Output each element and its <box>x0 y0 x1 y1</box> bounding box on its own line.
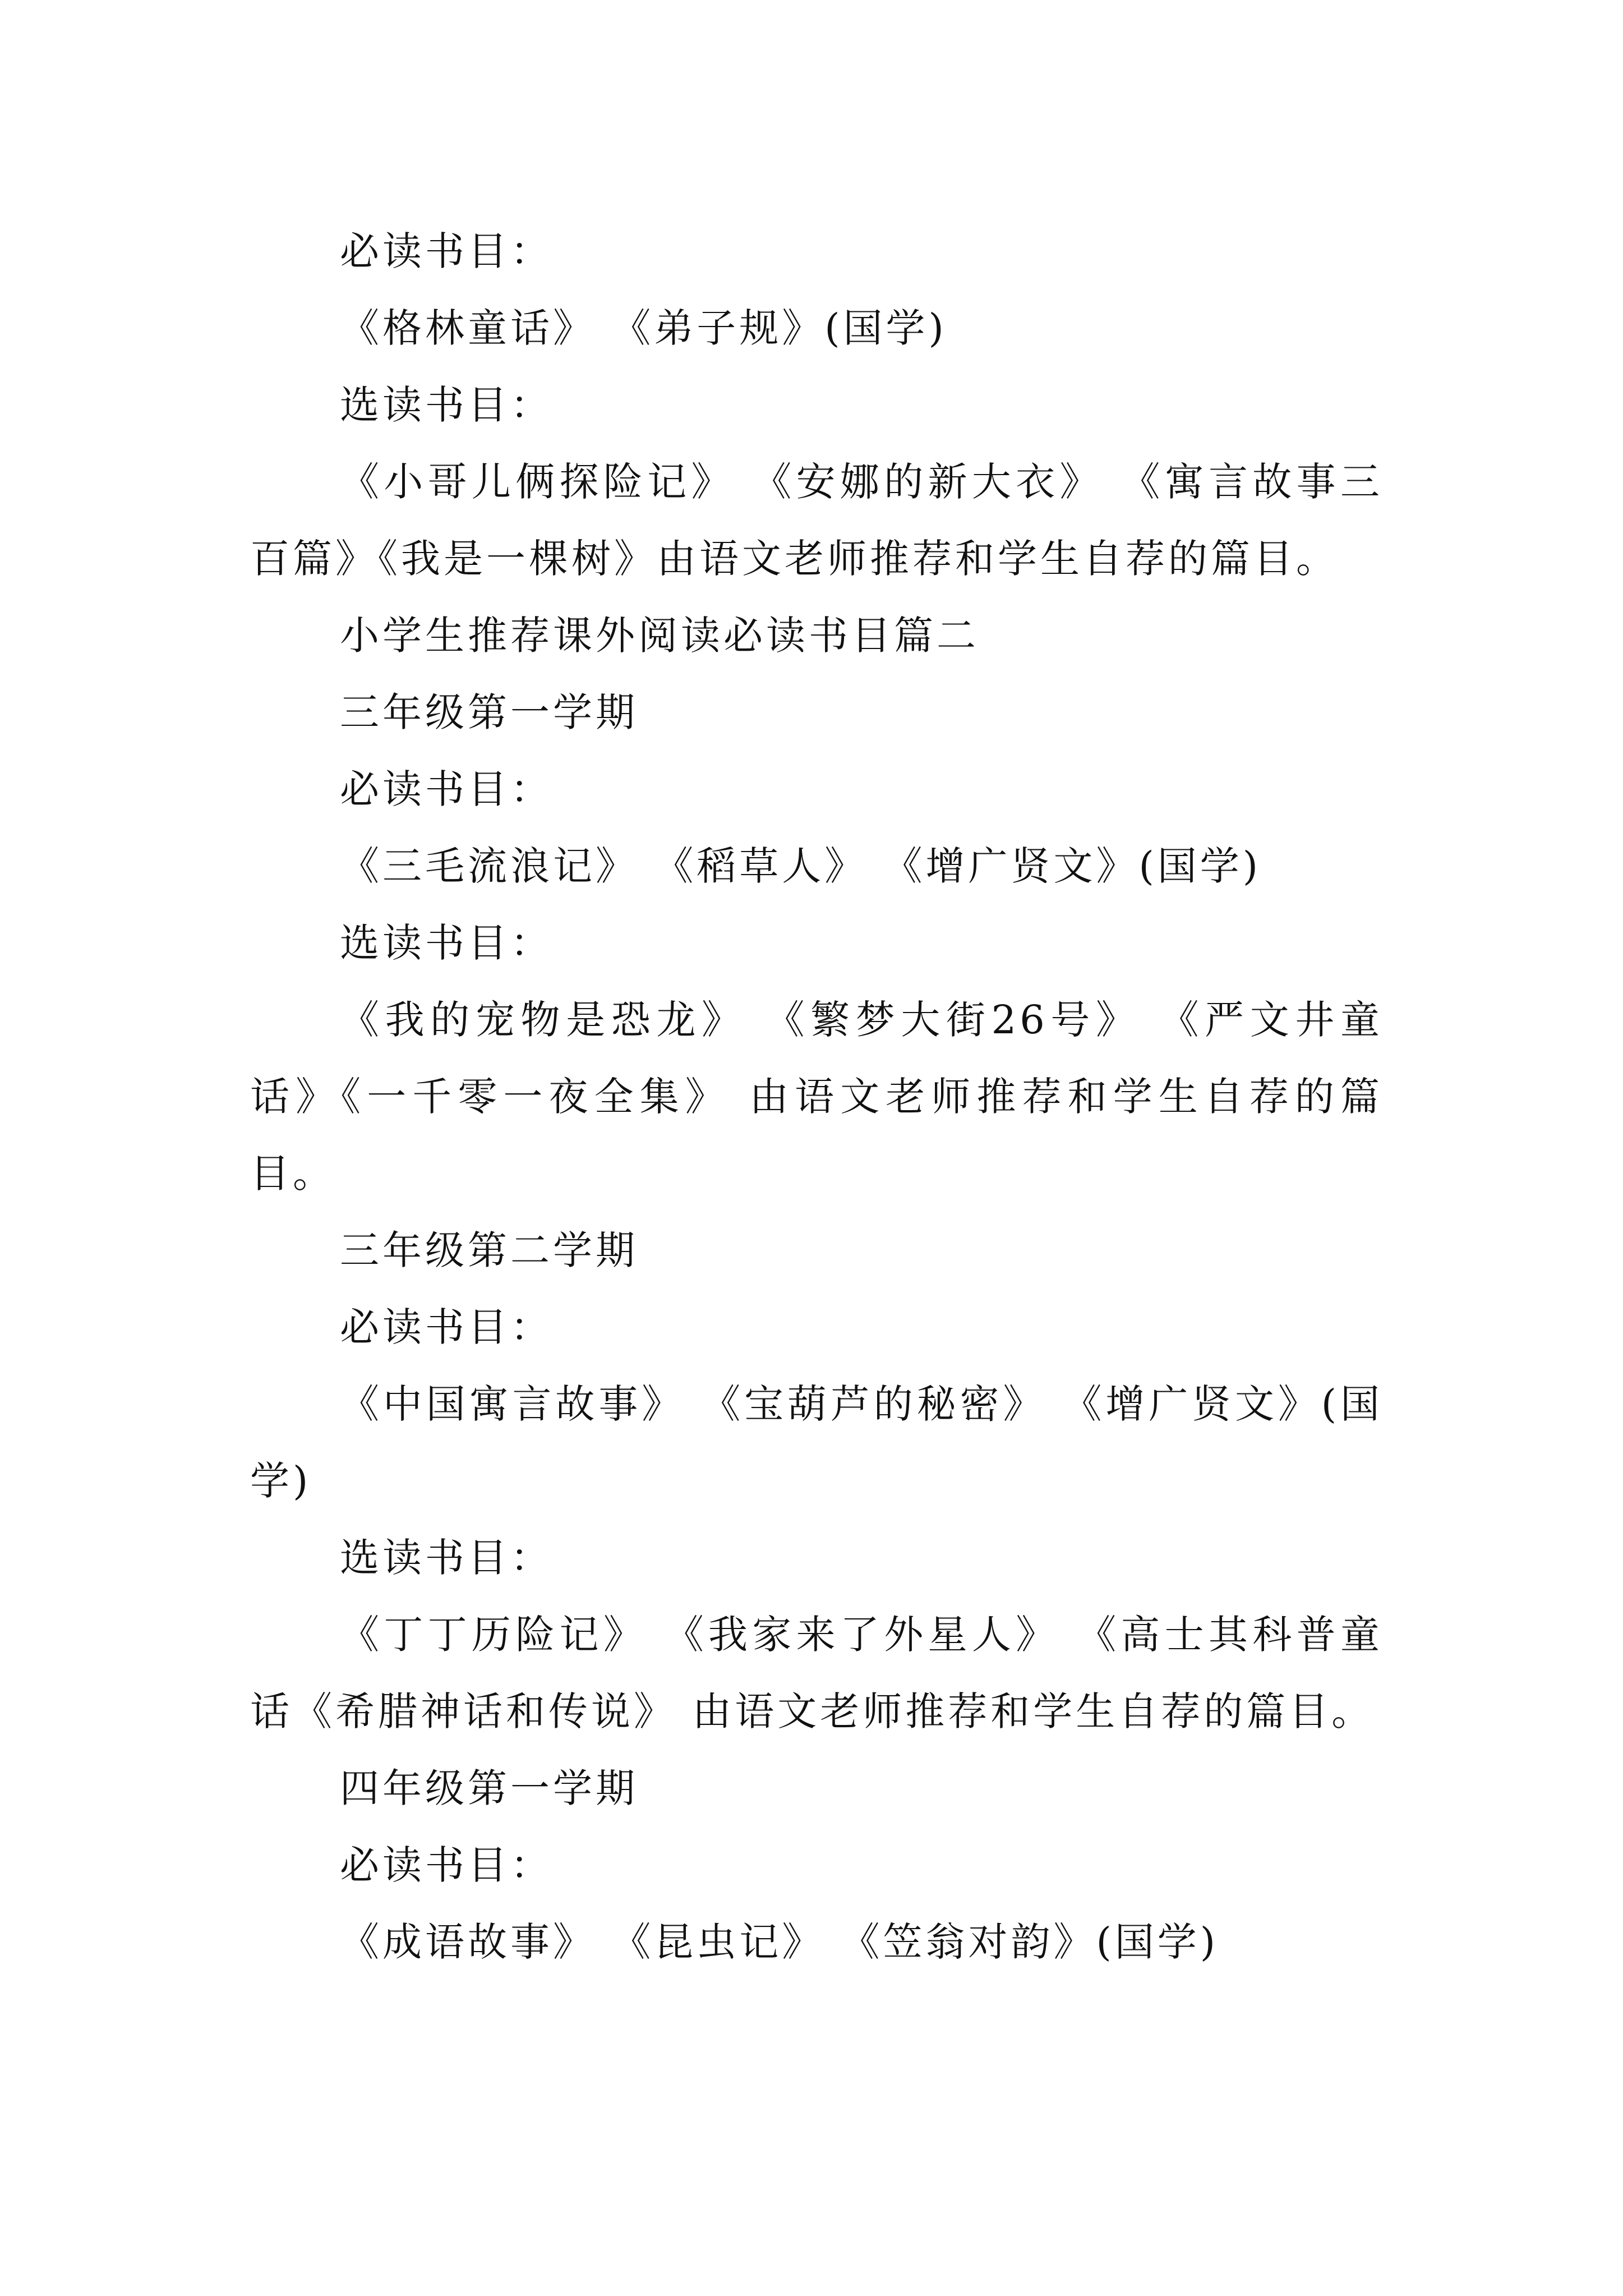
required-reading-list: 《三毛流浪记》 《稻草人》 《增广贤文》(国学) <box>340 843 1262 889</box>
required-reading-heading: 必读书目： <box>340 228 553 274</box>
optional-reading-list: 《小哥儿俩探险记》 《安娜的新大衣》 《寓言故事三百篇》《我是一棵树》由语文老师推荐和学生自荐的篇目。 <box>250 459 1383 582</box>
optional-reading-heading: 选读书目： <box>340 920 553 966</box>
required-reading-list: 《中国寓言故事》 《宝葫芦的秘密》 《增广贤文》(国学) <box>250 1381 1383 1504</box>
required-reading-list: 《成语故事》 《昆虫记》 《笠翁对韵》(国学) <box>340 1919 1219 1965</box>
required-reading-heading: 必读书目： <box>340 1304 553 1350</box>
document-body <box>250 213 1383 1981</box>
grade-semester-heading: 四年级第一学期 <box>340 1765 638 1811</box>
optional-reading-heading: 选读书目： <box>340 382 553 428</box>
optional-reading-list: 《丁丁历险记》 《我家来了外星人》 《高士其科普童话《希腊神话和传说》 由语文老师推荐和学生自荐的篇目。 <box>250 1612 1383 1734</box>
required-reading-heading: 必读书目： <box>340 766 553 812</box>
optional-reading-heading: 选读书目： <box>340 1535 553 1581</box>
grade-semester-heading: 三年级第二学期 <box>340 1227 638 1273</box>
section-title: 小学生推荐课外阅读必读书目篇二 <box>340 613 979 659</box>
grade-semester-heading: 三年级第一学期 <box>340 689 638 735</box>
optional-reading-list: 《我的宠物是恐龙》 《繁梦大街26号》 《严文井童话》《一千零一夜全集》 由语文老师推荐和学生自荐的篇目。 <box>250 997 1383 1197</box>
required-reading-heading: 必读书目： <box>340 1842 553 1888</box>
required-reading-list: 《格林童话》 《弟子规》(国学) <box>340 305 947 351</box>
